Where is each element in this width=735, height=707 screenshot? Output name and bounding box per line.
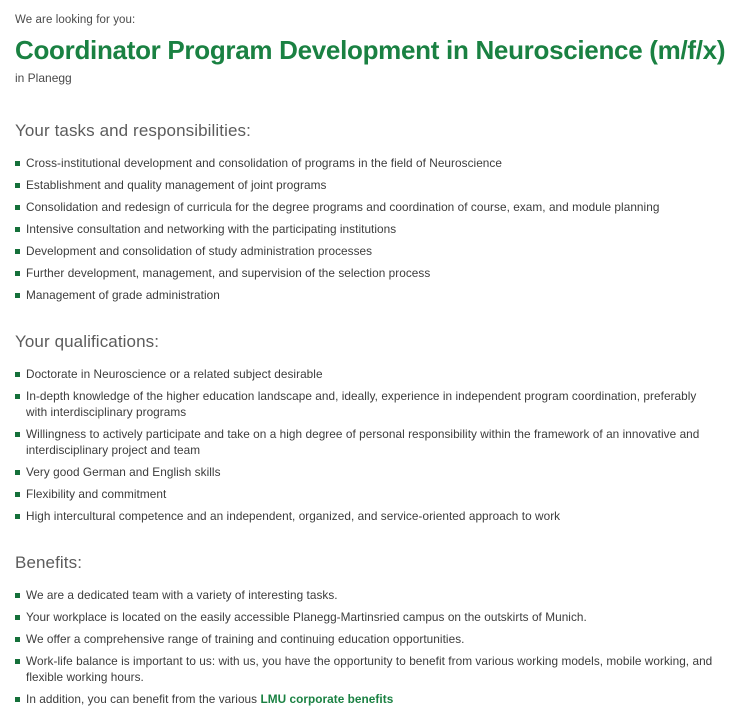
list-item-text: Consolidation and redesign of curricula for the degree programs and coordination of course, exam, and module planning	[26, 200, 660, 214]
list-item	[15, 609, 719, 625]
list-item	[15, 508, 719, 524]
bullet-list	[15, 587, 719, 707]
square-bullet-icon	[15, 593, 20, 598]
list-item	[15, 265, 719, 281]
square-bullet-icon	[15, 697, 20, 702]
list-item-text: We offer a comprehensive range of training and continuing education opportunities.	[26, 632, 465, 646]
list-item-text: Your workplace is located on the easily accessible Planegg-Martinsried campus on the outskirts of Munich.	[26, 610, 587, 624]
list-item-text: Intensive consultation and networking with the participating institutions	[26, 222, 397, 236]
list-item	[15, 177, 719, 193]
square-bullet-icon	[15, 161, 20, 166]
list-item	[15, 199, 719, 215]
list-item-text: Further development, management, and supervision of the selection process	[26, 266, 431, 280]
list-item-text: Work-life balance is important to us: with us, you have the opportunity to benefit from various working models, mobile working, and flexible working hours.	[26, 654, 713, 684]
square-bullet-icon	[15, 293, 20, 298]
list-item	[15, 691, 719, 707]
section-heading: Benefits:	[15, 553, 83, 572]
square-bullet-icon	[15, 615, 20, 620]
list-item-text: High intercultural competence and an independent, organized, and service-oriented approach to work	[26, 509, 561, 523]
bullet-list	[15, 366, 719, 524]
square-bullet-icon	[15, 637, 20, 642]
square-bullet-icon	[15, 394, 20, 399]
square-bullet-icon	[15, 470, 20, 475]
section-heading: Your qualifications:	[15, 332, 160, 351]
list-item-text: Willingness to actively participate and take on a high degree of personal responsibility within the framework of an innovative and interdisciplinary project and team	[26, 427, 700, 457]
square-bullet-icon	[15, 492, 20, 497]
list-item-text: We are a dedicated team with a variety of interesting tasks.	[26, 588, 338, 602]
list-item	[15, 486, 719, 502]
page-title: Coordinator Program Development in Neuroscience (m/f/x)	[15, 35, 726, 65]
list-item	[15, 221, 719, 237]
list-item-text: Management of grade administration	[26, 288, 220, 302]
content-section	[15, 552, 719, 707]
content-section	[15, 331, 719, 524]
list-item	[15, 287, 719, 303]
list-item-text: Very good German and English skills	[26, 465, 221, 479]
list-item-text: Development and consolidation of study administration processes	[26, 244, 373, 258]
square-bullet-icon	[15, 271, 20, 276]
list-item	[15, 426, 719, 458]
section-heading: Your tasks and responsibilities:	[15, 121, 251, 140]
list-item-text: Doctorate in Neuroscience or a related subject desirable	[26, 367, 323, 381]
square-bullet-icon	[15, 372, 20, 377]
list-item	[15, 587, 719, 603]
list-item	[15, 366, 719, 382]
job-location: in Planegg	[15, 71, 72, 85]
list-item	[15, 155, 719, 171]
sections-container	[15, 120, 719, 707]
square-bullet-icon	[15, 205, 20, 210]
corporate-benefits-link[interactable]: LMU corporate benefits	[260, 692, 394, 706]
list-item	[15, 243, 719, 259]
square-bullet-icon	[15, 249, 20, 254]
list-item	[15, 631, 719, 647]
square-bullet-icon	[15, 432, 20, 437]
list-item	[15, 464, 719, 480]
list-item-text: In addition, you can benefit from the various	[26, 692, 261, 706]
eyebrow-text: We are looking for you:	[15, 14, 136, 26]
content-section	[15, 120, 719, 303]
list-item	[15, 653, 719, 685]
square-bullet-icon	[15, 514, 20, 519]
list-item-text: Cross-institutional development and consolidation of programs in the field of Neuroscience	[26, 156, 502, 170]
list-item	[15, 388, 719, 420]
list-item-text: Establishment and quality management of joint programs	[26, 178, 327, 192]
list-item-text: Flexibility and commitment	[26, 487, 167, 501]
list-item-text: In-depth knowledge of the higher education landscape and, ideally, experience in independent program coordination, preferably with interdisciplinary programs	[26, 389, 697, 419]
bullet-list	[15, 155, 719, 303]
square-bullet-icon	[15, 227, 20, 232]
square-bullet-icon	[15, 183, 20, 188]
